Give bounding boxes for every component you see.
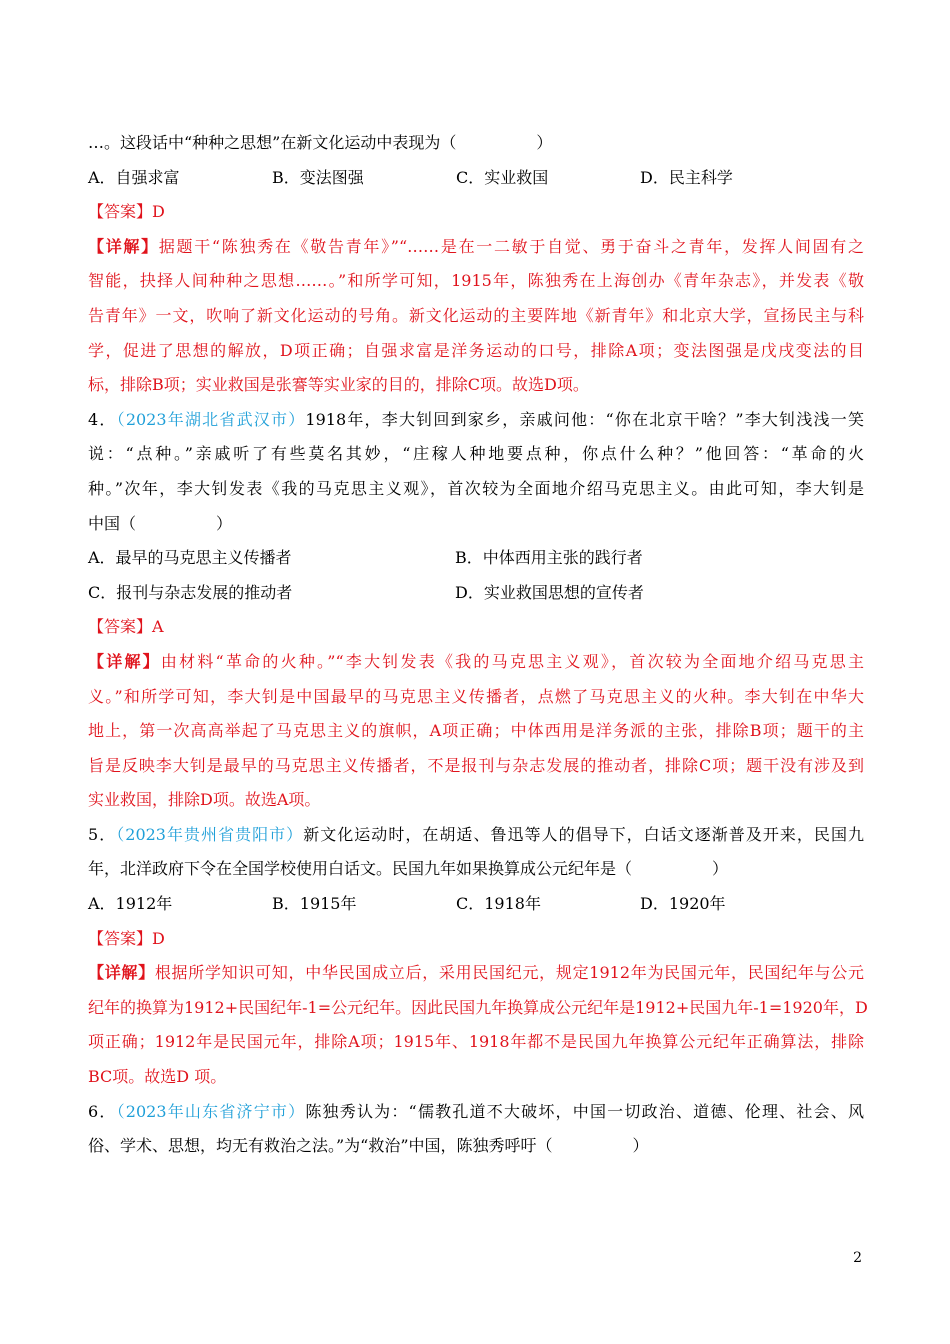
q3-option-c: C．实业救国 <box>456 167 549 187</box>
q3-analysis-line-1 <box>88 230 864 265</box>
q5-option-d: D．1920年 <box>640 894 726 914</box>
q3-analysis-text: 据题干“陈独秀在《敬告青年》”“……是在一二敏于自觉、勇于奋斗之青年，发挥人间固有之 <box>158 236 864 256</box>
q3-analysis-label: 【详解】 <box>88 236 159 256</box>
q3-analysis-line-4: 学，促进了思想的解放，D项正确；自强求富是洋务运动的口号，排除A项；变法图强是戊戌变法的目 <box>88 340 864 360</box>
q3-analysis-line-3: 告青年》一文，吹响了新文化运动的号角。新文化运动的主要阵地《新青年》和北京大学，宣扬民主与科 <box>88 305 864 325</box>
q5-analysis-text: 根据所学知识可知，中华民国成立后，采用民国纪元，规定1912年为民国元年，民国纪年与公元 <box>154 963 864 983</box>
q4-analysis-text: 由材料“革命的火种。”“李大钊发表《我的马克思主义观》，首次较为全面地介绍马克思主 <box>160 651 864 671</box>
q3-option-b: B．变法图强 <box>272 167 364 187</box>
q5-analysis-line-4: BC项。故选D 项。 <box>88 1067 227 1087</box>
q3-option-a: A．自强求富 <box>88 167 180 187</box>
q5-number: 5． <box>88 824 117 844</box>
page-number: 2 <box>853 1250 862 1266</box>
q4-stem-line-3: 种。”次年，李大钊发表《我的马克思主义观》，首次较为全面地介绍马克思主义。由此可知，李大钊是 <box>88 478 864 498</box>
q4-answer: 【答案】A <box>88 617 164 637</box>
q6-number: 6． <box>88 1101 117 1121</box>
q4-options-row-1 <box>88 541 864 576</box>
q4-analysis-line-2: 义。”和所学可知，李大钊是中国最早的马克思主义传播者，点燃了马克思主义的火种。李大钊在中华大 <box>88 686 864 706</box>
q6-source: （2023年山东省济宁市） <box>116 1101 306 1121</box>
q6-stem-text: 陈独秀认为：“儒教孔道不大破坏，中国一切政治、道德、伦理、社会、风 <box>305 1101 864 1121</box>
q3-answer: 【答案】D <box>88 202 165 222</box>
q4-option-a: A．最早的马克思主义传播者 <box>88 548 292 568</box>
q5-source: （2023年贵州省贵阳市） <box>116 824 304 844</box>
q5-stem-line-1 <box>88 818 864 853</box>
q3-option-d: D．民主科学 <box>640 167 733 187</box>
q5-answer: 【答案】D <box>88 928 165 948</box>
q4-options-row-2 <box>88 576 864 611</box>
q4-stem-line-1 <box>88 403 864 438</box>
q5-stem-text: 新文化运动时，在胡适、鲁迅等人的倡导下，白话文逐渐普及开来，民国九 <box>303 824 864 844</box>
q5-analysis-line-3: 项正确；1912年是民国元年，排除A项；1915年、1918年都不是民国九年换算公元纪年正确算法，排除 <box>88 1032 864 1052</box>
q5-option-c: C．1918年 <box>456 894 541 914</box>
q4-option-c: C．报刊与杂志发展的推动者 <box>88 582 293 602</box>
q4-number: 4． <box>88 409 117 429</box>
q4-analysis-line-3: 地上，第一次高高举起了马克思主义的旗帜，A项正确；中体西用是洋务派的主张，排除B项；题干的主 <box>88 721 864 741</box>
q3-options <box>88 161 864 196</box>
q4-stem-line-2: 说：“点种。”亲戚听了有些莫名其妙，“庄稼人种地要点种，你点什么种？”他回答：“革命的火 <box>88 444 864 464</box>
q4-source: （2023年湖北省武汉市） <box>116 409 306 429</box>
q5-analysis-line-1 <box>88 956 864 991</box>
document-page <box>88 126 868 1164</box>
q5-analysis-label: 【详解】 <box>88 963 155 983</box>
q5-option-b: B．1915年 <box>272 894 357 914</box>
q3-stem-end: …。这段话中“种种之思想”在新文化运动中表现为（ ） <box>88 133 553 152</box>
q4-option-d: D．实业救国思想的宣传者 <box>455 582 644 602</box>
q3-analysis-line-5: 标，排除B项；实业救国是张謇等实业家的目的，排除C项。故选D项。 <box>88 375 589 395</box>
q4-option-b: B．中体西用主张的践行者 <box>455 548 643 568</box>
q5-stem-line-2: 年，北洋政府下令在全国学校使用白话文。民国九年如果换算成公元纪年是（ ） <box>88 859 729 879</box>
q5-option-a: A．1912年 <box>88 894 173 914</box>
q4-analysis-line-1 <box>88 645 864 680</box>
q4-analysis-line-5: 实业救国，排除D项。故选A项。 <box>88 790 321 810</box>
q5-options <box>88 887 864 922</box>
q4-stem-line-4: 中国（ ） <box>88 513 233 533</box>
q3-analysis-line-2: 智能，抉择人间种种之思想……。”和所学可知，1915年，陈独秀在上海创办《青年杂志》，并发表《敬 <box>88 271 864 291</box>
q4-analysis-label: 【详解】 <box>88 651 161 671</box>
q6-stem-line-1 <box>88 1095 864 1130</box>
q5-analysis-line-2: 纪年的换算为1912+民国纪年-1=公元纪年。因此民国九年换算成公元纪年是1912+民国九年-1=1920年，D <box>88 997 868 1017</box>
q6-stem-line-2: 俗、学术、思想，均无有救治之法。”为“救治”中国，陈独秀呼吁（ ） <box>88 1136 649 1156</box>
q4-analysis-line-4: 旨是反映李大钊是最早的马克思主义传播者，不是报刊与杂志发展的推动者，排除C项；题干没有涉及到 <box>88 755 864 775</box>
q4-stem-text: 1918年，李大钊回到家乡，亲戚问他：“你在北京干啥？”李大钊浅浅一笑 <box>305 409 864 429</box>
